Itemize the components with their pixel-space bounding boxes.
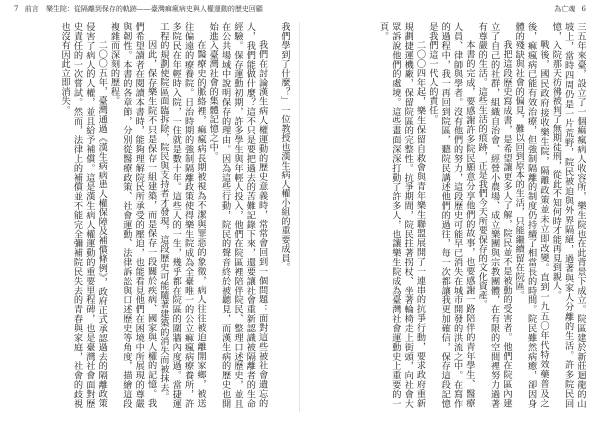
left-page-body (14, 22, 290, 408)
page-gutter (299, 22, 300, 412)
right-page-body (309, 22, 586, 408)
left-paragraph-1: 我們學到了什麼？」一位教授也漢生病人權小組的重要成員。 (279, 22, 290, 272)
left-paragraph-5: 二〇〇五年，臺灣通過《漢生病病患人權保障及補償條例》，政府正式承認過去的隔離政策侵害了病人的人權，並且給予補償。這是漢生病人權運動的重要里程碑，也是臺灣社會面對歷史責任的一次嘗試。然而，法律上的補償並不能完全彌補院民失去的青春與家庭，社會的歧視也沒有因此立即消失。 (59, 22, 108, 408)
right-paragraph-1: 三五年來臺，設立了一個痲瘋病人收容所，樂生院也在此背景下成立。院區建於新莊迴龍的山坡上，當時四周仍是一片荒野，院民被迫與外界隔絕，過著與家人分離的生活。許多院民回憶，入院那天彷彿被判了無期徒刑，從此不知何時才能再見到親人。 (550, 22, 586, 408)
right-paragraph-2: 戰後，國民政府接收樂生院，隔離政策並未立即改變。直到一九五〇年代特效藥普及之後，痲瘋病已能有效治療，但強制隔離的制度仍持續了相當長的時間。院民雖然病癒，卻因身體的殘缺與社會的偏見，難以回到原本的生活，只能繼續留在院區。 (513, 22, 549, 408)
right-paragraph-4: 本書的完成，要感謝許多院民願意分享他們的故事，也要感謝一路陪伴的青年學生、醫療人員、律師與學者。沒有他們的努力，這段歷史可能早已消失在城市開發的洪流之中。在寫作的過程中，我一再回到院區，聽院民講述他們的過往，每一次都讓我更加確信，保存這段記憶是我們這一代人的責任。 (426, 22, 475, 408)
left-page-number: 7 (14, 5, 19, 13)
left-paragraph-4: 因此，保存樂生院不只是保存一組建築，而是保存一段關於疾病、國家與人權的記憶。我們希望讀者在閱讀本書時，能夠理解院民所承受的壓迫，也能看見他們在困境中所展現的尊嚴與韌性。本書的各章節，分別從醫療政策、社會運動、法律訴訟與口述歷史等角度，描繪這段複雜而深刻的歷程。 (108, 22, 157, 408)
right-paragraph-3: 我把這段歷史寫成書，是希望讓更多人了解，院民並不是被動的受害者。他們在院區內建立了自己的社群，組織自治會、經營小農場、成立樂團與宗教團體，在有限的空間裡努力過著有尊嚴的生活。這些生活的痕跡，正是我們今天所要保存的文化資產。 (476, 22, 512, 408)
right-paragraph-5: 二〇〇四年起，樂生保留自救會與青年樂生聯盟展開了一連串的抗爭行動，要求政府重新規劃捷運機廠，保留院區的完整性。抗爭期間，院民拄著拐杖、坐著輪椅走上街頭，向社會大眾訴說他們的處境。這些畫面深深打動了許多人，也讓樂生院成為臺灣社會運動史上重要的一頁。 (377, 22, 426, 408)
right-page-number: 6 (581, 5, 586, 13)
right-running-head (554, 5, 586, 13)
left-running-head (14, 5, 263, 13)
left-paragraph-3: 在醫療史的脈絡裡，痲瘋病長期被視為不潔與罪惡的象徵，病人往往被迫離開家鄉，被送往偏遠的療養院。日治時期的強制隔離政策使得樂生院成為全臺唯一的公立痲瘋病療養所，許多院民在年輕時入院，一住就是數十年。這些人的一生，幾乎都在院區的圍牆內度過。當捷運工程的規劃使院區面臨拆除，院民與支持者才發現，這段歷史可能隨著建築的消失而被抹去。 (157, 22, 206, 408)
left-chapter-label: 前言 (24, 5, 39, 13)
left-book-title: 樂生院：從隔離到保存的軌跡——臺灣痲瘋病史與人權運動的歷史回顧 (45, 5, 263, 13)
right-section-label: 為亡魂 (554, 5, 576, 13)
left-paragraph-2: 我們在討論漢生病人權運動的歷史意義時，常常會回到一個問題：面對這些被社會遺忘的人，我們能做什麼？這不只是要把過去的苦難記錄下來，還要讓社會重新認識被隔離者的生命經驗。保存運動初期，許多學生與年輕人投入，他們在院區裡陪伴院民、整理口述歷史，並且在公共場域中說明保存的理由。因為這些行動，院民的聲音終於被聽見，而漢生病的歷史也開始進入臺灣社會的集體記憶之中。 (207, 22, 268, 408)
